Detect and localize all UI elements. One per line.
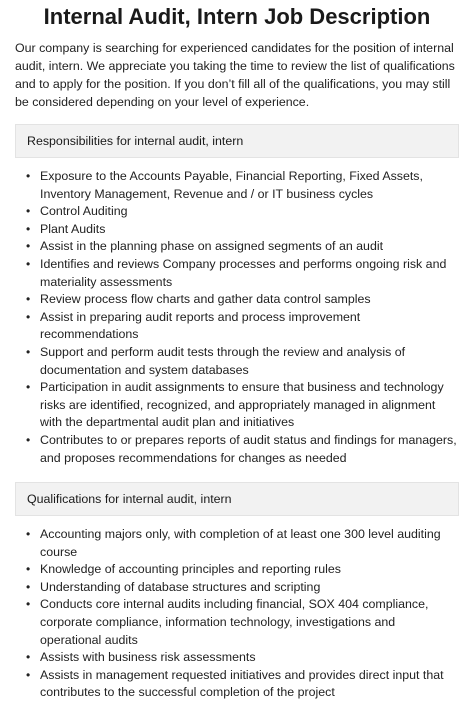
bullet-icon: •	[26, 432, 31, 447]
list-item	[15, 291, 459, 309]
list-item-text: Contributes to or prepares reports of audit status and findings for managers, and proposes recommendations for changes as needed	[40, 432, 457, 465]
list-item-text: Exposure to the Accounts Payable, Financial Reporting, Fixed Assets, Inventory Management, Revenue and / or IT business cycles	[40, 169, 423, 201]
list-item-text: Accounting majors only, with completion of at least one 300 level auditing course	[40, 527, 441, 559]
list-item-text: Assists in management requested initiatives and provides direct input that contributes to the successful completion of the project	[40, 667, 444, 700]
list-item	[15, 667, 459, 702]
responsibilities-header	[15, 124, 459, 158]
list-item-text: Assist in preparing audit reports and process improvement recommendations	[40, 309, 361, 342]
list-item-text: Control Auditing	[40, 204, 128, 219]
list-item	[15, 432, 459, 467]
bullet-icon: •	[26, 221, 31, 236]
responsibilities-heading: Responsibilities for internal audit, intern	[27, 134, 244, 148]
list-item-text: Review process flow charts and gather data control samples	[40, 292, 371, 307]
list-item-text: Identifies and reviews Company processes and performs ongoing risk and materiality assessments	[40, 256, 447, 289]
bullet-icon: •	[26, 579, 31, 594]
list-item	[15, 238, 459, 256]
list-item-text: Understanding of database structures and scripting	[40, 579, 321, 594]
list-item-text: Plant Audits	[40, 221, 106, 236]
list-item	[15, 649, 459, 667]
list-item	[15, 561, 459, 579]
bullet-icon: •	[26, 309, 31, 324]
bullet-icon: •	[26, 256, 31, 271]
list-item	[15, 309, 459, 344]
page-title: Internal Audit, Intern Job Description	[43, 4, 431, 29]
qualifications-list	[15, 526, 459, 702]
list-item	[15, 526, 459, 561]
bullet-icon: •	[26, 204, 31, 219]
list-item	[15, 256, 459, 291]
list-item-text: Assists with business risk assessments	[40, 650, 256, 665]
list-item	[15, 379, 459, 432]
bullet-icon: •	[26, 380, 31, 395]
bullet-icon: •	[26, 667, 31, 682]
list-item-text: Support and perform audit tests through the review and analysis of documentation and system databases	[40, 344, 406, 377]
list-item	[15, 596, 459, 649]
bullet-icon: •	[26, 527, 31, 542]
qualifications-heading: Qualifications for internal audit, intern	[27, 492, 232, 507]
list-item	[15, 579, 459, 597]
bullet-icon: •	[26, 169, 31, 183]
list-item-text: Assist in the planning phase on assigned segments of an audit	[40, 239, 384, 254]
bullet-icon: •	[26, 562, 31, 577]
list-item	[15, 221, 459, 239]
bullet-icon: •	[26, 239, 31, 254]
list-item-text: Knowledge of accounting principles and reporting rules	[40, 562, 342, 577]
responsibilities-list	[15, 168, 459, 467]
list-item	[15, 168, 459, 203]
list-item-text: Conducts core internal audits including financial, SOX 404 compliance, corporate compliance, information technology, investigations and operational audits	[40, 597, 429, 647]
bullet-icon: •	[26, 650, 31, 665]
list-item-text: Participation in audit assignments to ensure that business and technology risks are identified, recognized, and appropriately managed in alignment with the departmental audit plan and initiatives	[40, 380, 444, 430]
bullet-icon: •	[26, 292, 31, 307]
list-item	[15, 203, 459, 221]
bullet-icon: •	[26, 597, 31, 612]
intro-paragraph: Our company is searching for experienced candidates for the position of internal audit, intern. We appreciate you taking the time to review the list of qualifications and to apply for the position. If you don’t fill all of the qualifications, you may still be considered depending on your level of experience.	[15, 41, 455, 109]
bullet-icon: •	[26, 344, 31, 359]
qualifications-header	[15, 482, 459, 516]
list-item	[15, 344, 459, 379]
